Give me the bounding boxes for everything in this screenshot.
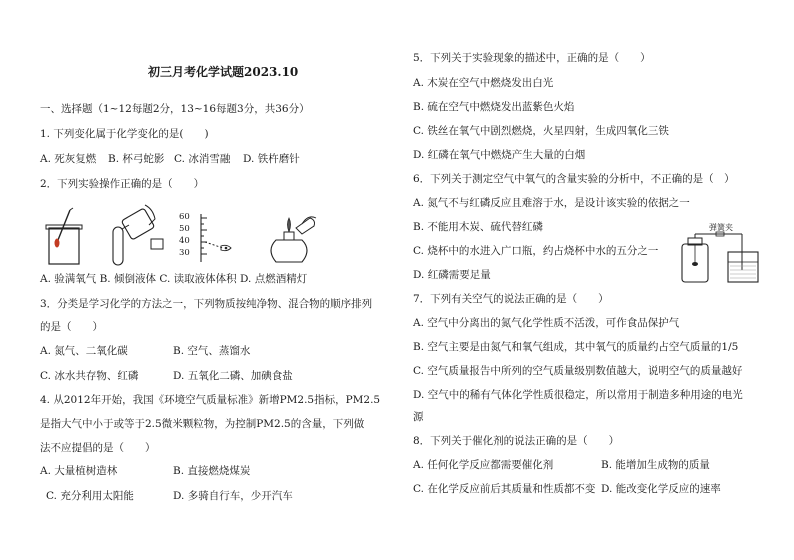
q5-option-d: D. 红磷在氧气中燃烧产生大量的白烟 [413, 149, 586, 161]
q6-stem: 6．下列关于测定空气中氧气的含量实验的分析中，不正确的是（ ） [413, 173, 735, 185]
q5-option-a: A. 木炭在空气中燃烧发出白光 [413, 77, 554, 89]
q4-option-c: C. 充分利用太阳能 [46, 490, 134, 502]
q3-stem-line1: 3．分类是学习化学的方法之一，下列物质按纯净物、混合物的顺序排列 [40, 298, 373, 310]
q7-option-d-continued: 源 [413, 411, 424, 423]
q5-option-c: C. 铁丝在氧气中剧烈燃烧，火星四射，生成四氧化三铁 [413, 125, 669, 137]
q6-fig-apparatus [676, 230, 770, 286]
q2-fig-oxygen-test [40, 208, 90, 266]
q4-option-b: B. 直接燃烧煤炭 [173, 465, 251, 477]
q7-option-d: D. 空气中的稀有气体化学性质很稳定，所以常用于制造多种用途的电光 [413, 389, 743, 401]
q4-stem-line3: 法不应提倡的是（ ） [40, 442, 156, 454]
q6-option-d: D. 红磷需要足量 [413, 269, 491, 281]
section-heading: 一、选择题（1~12每题2分，13~16每题3分，共36分） [40, 103, 310, 115]
q3-stem-line2: 的是（ ） [40, 321, 103, 333]
q4-stem-line2: 是指大气中小于或等于2.5微米颗粒物，为控制PM2.5的含量，下列做 [40, 418, 365, 430]
q6-clip-label: 弹簧夹 [709, 223, 733, 232]
q1-option-d: D. 铁杵磨针 [243, 153, 300, 165]
q7-option-b: B. 空气主要是由氮气和氧气组成，其中氧气的质量约占空气质量的1/5 [413, 341, 739, 353]
q1-option-b: B. 杯弓蛇影 [108, 153, 165, 165]
q2-fig-pour-liquid [105, 205, 169, 267]
q2-options: A. 验满氧气 B. 倾倒液体 C. 读取液体体积 D. 点燃酒精灯 [40, 273, 308, 285]
q4-stem-line1: 4. 从2012年开始，我国《环境空气质量标准》新增PM2.5指标，PM2.5 [40, 394, 381, 406]
q8-option-d: D. 能改变化学反应的速率 [601, 483, 721, 495]
q6-option-b: B. 不能用木炭、硫代替红磷 [413, 221, 543, 233]
q7-option-c: C. 空气质量报告中所列的空气质量级别数值越大，说明空气的质量越好 [413, 365, 743, 377]
q2-stem: 2．下列实验操作正确的是（ ） [40, 178, 205, 190]
q8-option-b: B. 能增加生成物的质量 [601, 459, 710, 471]
q1-option-c: C. 冰消雪融 [174, 153, 231, 165]
q6-option-c: C. 烧杯中的水进入广口瓶，约占烧杯中水的五分之一 [413, 245, 659, 257]
q2-tick-50: 50 [179, 224, 190, 234]
q3-option-b: B. 空气、蒸馏水 [173, 345, 251, 357]
q3-option-d: D. 五氧化二磷、加碘食盐 [173, 370, 293, 382]
q2-fig-alcohol-lamp [262, 210, 322, 266]
q1-option-a: A. 死灰复燃 [40, 153, 97, 165]
q2-tick-40: 40 [179, 236, 190, 246]
q8-option-c: C. 在化学反应前后其质量和性质都不变 [413, 483, 596, 495]
q5-stem: 5．下列关于实验现象的描述中，正确的是（ ） [413, 52, 651, 64]
q7-stem: 7．下列有关空气的说法正确的是（ ） [413, 293, 609, 305]
exam-title: 初三月考化学试题2023.10 [148, 65, 299, 79]
q8-stem: 8．下列关于催化剂的说法正确的是（ ） [413, 435, 620, 447]
q5-option-b: B. 硫在空气中燃烧发出蓝紫色火焰 [413, 101, 575, 113]
q4-option-d: D. 多骑自行车，少开汽车 [173, 490, 293, 502]
q3-option-c: C. 冰水共存物、红磷 [40, 370, 139, 382]
q2-tick-30: 30 [179, 248, 190, 258]
q3-option-a: A. 氮气、二氧化碳 [40, 345, 128, 357]
q7-option-a: A. 空气中分离出的氮气化学性质不活泼，可作食品保护气 [413, 317, 680, 329]
q6-option-a: A. 氮气不与红磷反应且难溶于水，是设计该实验的依据之一 [413, 197, 690, 209]
q4-option-a: A. 大量植树造林 [40, 465, 118, 477]
q2-tick-60: 60 [179, 212, 190, 222]
q8-option-a: A. 任何化学反应都需要催化剂 [413, 459, 554, 471]
q1-stem: 1. 下列变化属于化学变化的是( ) [40, 128, 209, 140]
